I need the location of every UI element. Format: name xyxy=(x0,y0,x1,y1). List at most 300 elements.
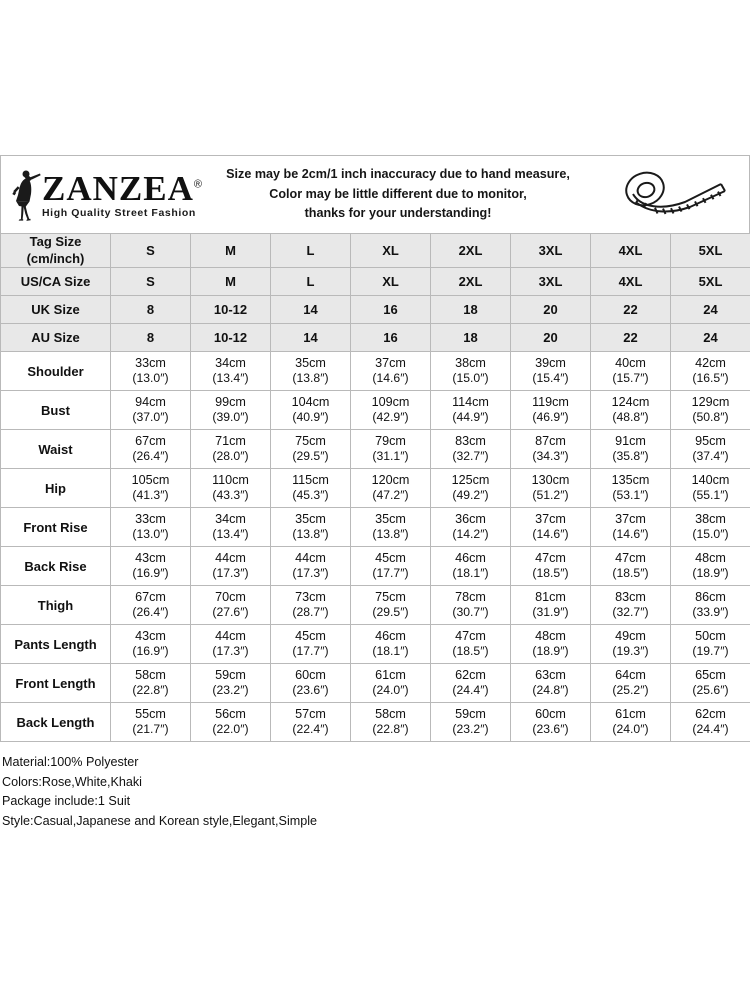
size-table xyxy=(0,233,750,742)
cell-inch: (51.2″) xyxy=(532,488,569,503)
cell-inch: (16.9″) xyxy=(132,644,169,659)
table-row xyxy=(1,391,750,430)
cell-cm: 79cm xyxy=(375,434,406,449)
cell xyxy=(591,625,671,664)
registered-mark: ® xyxy=(193,177,203,190)
cell-cm: 44cm xyxy=(295,551,326,566)
cell xyxy=(351,391,431,430)
cell-cm: 45cm xyxy=(295,629,326,644)
cell-inch: (28.0″) xyxy=(212,449,249,464)
cell-inch: (24.4″) xyxy=(452,683,489,698)
cell-cm: 58cm xyxy=(375,707,406,722)
cell-inch: (35.8″) xyxy=(612,449,649,464)
cell-inch: (34.3″) xyxy=(532,449,569,464)
cell xyxy=(191,625,271,664)
cell-inch: (24.4″) xyxy=(692,722,729,737)
table-row xyxy=(1,324,750,352)
cell-inch: (55.1″) xyxy=(692,488,729,503)
brand-name-text: ZANZEA xyxy=(42,168,194,208)
brand-name xyxy=(42,168,203,208)
cell-inch: (48.8″) xyxy=(612,410,649,425)
cell-inch: (47.2″) xyxy=(372,488,409,503)
cell-cm: 46cm xyxy=(375,629,406,644)
cell-inch: (15.4″) xyxy=(532,371,569,386)
cell-inch: (44.9″) xyxy=(452,410,489,425)
cell-cm: 33cm xyxy=(135,512,166,527)
detail-material: Material:100% Polyester xyxy=(2,755,139,769)
cell-cm: 114cm xyxy=(452,395,489,410)
cell xyxy=(111,586,191,625)
cell-cm: 37cm xyxy=(375,356,406,371)
cell-cm: 44cm xyxy=(215,629,246,644)
table-row xyxy=(1,664,750,703)
cell-inch: (40.9″) xyxy=(292,410,329,425)
cell-cm: 110cm xyxy=(212,473,249,488)
cell: S xyxy=(111,268,191,296)
cell xyxy=(431,508,511,547)
cell-cm: 64cm xyxy=(615,668,646,683)
table-row xyxy=(1,469,750,508)
cell-inch: (53.1″) xyxy=(612,488,649,503)
row-label-uk-size: UK Size xyxy=(1,296,111,324)
cell-inch: (18.9″) xyxy=(692,566,729,581)
cell-inch: (42.9″) xyxy=(372,410,409,425)
cell-cm: 70cm xyxy=(215,590,246,605)
row-label-back-length: Back Length xyxy=(1,703,111,742)
cell xyxy=(191,508,271,547)
cell: 14 xyxy=(271,296,351,324)
cell-inch: (17.3″) xyxy=(212,566,249,581)
cell: 18 xyxy=(431,296,511,324)
cell-cm: 83cm xyxy=(615,590,646,605)
cell xyxy=(351,469,431,508)
cell xyxy=(111,664,191,703)
cell xyxy=(191,547,271,586)
cell-inch: (32.7″) xyxy=(452,449,489,464)
detail-style: Style:Casual,Japanese and Korean style,Elegant,Simple xyxy=(2,813,318,828)
cell-inch: (27.6″) xyxy=(212,605,249,620)
cell-cm: 57cm xyxy=(295,707,326,722)
cell xyxy=(271,625,351,664)
cell xyxy=(591,664,671,703)
cell-inch: (31.9″) xyxy=(532,605,569,620)
cell-inch: (15.0″) xyxy=(452,371,489,386)
cell-inch: (13.4″) xyxy=(212,527,249,542)
measurement-notice xyxy=(197,165,599,225)
cell-inch: (14.6″) xyxy=(532,527,569,542)
cell-inch: (14.2″) xyxy=(452,527,489,542)
cell-inch: (19.3″) xyxy=(612,644,649,659)
cell-cm: 61cm xyxy=(375,668,406,683)
cell xyxy=(351,508,431,547)
cell-inch: (49.2″) xyxy=(452,488,489,503)
cell-cm: 125cm xyxy=(451,473,490,488)
cell-cm: 78cm xyxy=(455,590,486,605)
cell-cm: 37cm xyxy=(615,512,646,527)
cell xyxy=(111,391,191,430)
cell-inch: (22.0″) xyxy=(212,722,249,737)
cell xyxy=(671,352,750,391)
cell-cm: 75cm xyxy=(375,590,406,605)
cell xyxy=(511,391,591,430)
detail-colors: Colors:Rose,White,Khaki xyxy=(2,774,142,789)
cell xyxy=(271,469,351,508)
cell-inch: (33.9″) xyxy=(692,605,729,620)
cell xyxy=(511,547,591,586)
cell-cm: 43cm xyxy=(135,629,166,644)
cell-cm: 48cm xyxy=(695,551,726,566)
cell-inch: (19.7″) xyxy=(692,644,729,659)
cell-inch: (22.8″) xyxy=(372,722,409,737)
cell xyxy=(511,430,591,469)
cell-inch: (21.7″) xyxy=(132,722,169,737)
cell xyxy=(271,508,351,547)
brand-tagline: High Quality Street Fashion xyxy=(42,206,196,219)
cell-cm: 35cm xyxy=(375,512,406,527)
cell: 4XL xyxy=(591,268,671,296)
cell-cm: 67cm xyxy=(135,434,166,449)
cell-cm: 73cm xyxy=(295,590,326,605)
cell-inch: (13.0″) xyxy=(132,527,169,542)
cell-inch: (24.8″) xyxy=(532,683,569,698)
row-label-front-length: Front Length xyxy=(1,664,111,703)
cell-inch: (39.0″) xyxy=(212,410,249,425)
cell xyxy=(271,430,351,469)
cell-cm: 129cm xyxy=(691,395,730,410)
cell xyxy=(111,469,191,508)
cell-cm: 104cm xyxy=(291,395,330,410)
cell-cm: 58cm xyxy=(135,668,166,683)
cell-inch: (13.8″) xyxy=(292,371,329,386)
cell xyxy=(111,703,191,742)
cell-cm: 83cm xyxy=(455,434,486,449)
cell: 20 xyxy=(511,296,591,324)
cell xyxy=(431,469,511,508)
cell-cm: 109cm xyxy=(371,395,410,410)
cell-inch: (18.5″) xyxy=(612,566,649,581)
cell-inch: (37.0″) xyxy=(132,410,169,425)
brand-wordmark xyxy=(42,168,203,219)
cell: 10-12 xyxy=(191,324,271,352)
cell xyxy=(671,430,750,469)
cell xyxy=(351,352,431,391)
cell-inch: (29.5″) xyxy=(292,449,329,464)
cell: 20 xyxy=(511,324,591,352)
cell xyxy=(431,703,511,742)
chart-header xyxy=(0,155,750,233)
cell-cm: 37cm xyxy=(535,512,566,527)
cell: 22 xyxy=(591,324,671,352)
cell-inch: (45.3″) xyxy=(292,488,329,503)
cell-inch: (26.4″) xyxy=(132,605,169,620)
cell xyxy=(191,352,271,391)
cell-inch: (31.1″) xyxy=(372,449,409,464)
detail-package: Package include:1 Suit xyxy=(2,794,131,809)
cell: 4XL xyxy=(591,234,671,268)
table-row xyxy=(1,586,750,625)
cell xyxy=(671,664,750,703)
cell-inch: (17.7″) xyxy=(292,644,329,659)
cell-inch: (22.8″) xyxy=(132,683,169,698)
cell xyxy=(671,547,750,586)
cell: 8 xyxy=(111,296,191,324)
cell-inch: (16.5″) xyxy=(692,371,729,386)
cell xyxy=(431,586,511,625)
cell-cm: 44cm xyxy=(215,551,246,566)
cell-inch: (25.6″) xyxy=(692,683,729,698)
cell-cm: 60cm xyxy=(295,668,326,683)
product-details xyxy=(0,742,750,831)
cell-cm: 99cm xyxy=(215,395,246,410)
cell-inch: (17.3″) xyxy=(212,644,249,659)
cell-inch: (13.8″) xyxy=(372,527,409,542)
table-row xyxy=(1,703,750,742)
cell: 2XL xyxy=(431,234,511,268)
tape-illustration xyxy=(599,166,749,224)
table-row xyxy=(1,508,750,547)
row-label-back-rise: Back Rise xyxy=(1,547,111,586)
cell-inch: (15.0″) xyxy=(692,527,729,542)
cell-cm: 140cm xyxy=(691,473,730,488)
cell-inch: (24.0″) xyxy=(372,683,409,698)
table-row xyxy=(1,268,750,296)
cell-inch: (14.6″) xyxy=(612,527,649,542)
row-label-shoulder: Shoulder xyxy=(1,352,111,391)
cell: 5XL xyxy=(671,234,750,268)
cell: 2XL xyxy=(431,268,511,296)
cell: 18 xyxy=(431,324,511,352)
cell: 10-12 xyxy=(191,296,271,324)
cell xyxy=(111,352,191,391)
row-label-pants-length: Pants Length xyxy=(1,625,111,664)
cell-inch: (41.3″) xyxy=(132,488,169,503)
measuring-tape-icon xyxy=(615,166,733,224)
cell-inch: (37.4″) xyxy=(692,449,729,464)
cell xyxy=(271,391,351,430)
cell xyxy=(671,391,750,430)
cell xyxy=(351,625,431,664)
cell xyxy=(671,625,750,664)
cell-cm: 59cm xyxy=(455,707,486,722)
row-label-tag-size xyxy=(1,234,111,268)
cell xyxy=(511,625,591,664)
cell xyxy=(191,664,271,703)
cell: 14 xyxy=(271,324,351,352)
cell-cm: 71cm xyxy=(215,434,246,449)
cell xyxy=(271,664,351,703)
row-label-line-2: (cm/inch) xyxy=(26,250,85,266)
table-row xyxy=(1,234,750,268)
row-label-bust: Bust xyxy=(1,391,111,430)
cell-cm: 87cm xyxy=(535,434,566,449)
row-label-line-1: Tag Size xyxy=(29,234,82,250)
cell xyxy=(271,352,351,391)
table-row xyxy=(1,547,750,586)
cell xyxy=(591,469,671,508)
cell-cm: 124cm xyxy=(611,395,650,410)
cell-cm: 38cm xyxy=(695,512,726,527)
cell-cm: 62cm xyxy=(455,668,486,683)
cell: S xyxy=(111,234,191,268)
cell xyxy=(191,703,271,742)
cell-cm: 95cm xyxy=(695,434,726,449)
cell-inch: (13.4″) xyxy=(212,371,249,386)
cell-cm: 42cm xyxy=(695,356,726,371)
row-label-au-size: AU Size xyxy=(1,324,111,352)
cell-cm: 35cm xyxy=(295,512,326,527)
table-row xyxy=(1,296,750,324)
cell-cm: 47cm xyxy=(615,551,646,566)
table-row xyxy=(1,625,750,664)
cell xyxy=(671,469,750,508)
cell xyxy=(591,547,671,586)
notice-line-2: Color may be little different due to monitor, xyxy=(269,186,527,201)
cell-inch: (18.5″) xyxy=(452,644,489,659)
cell-inch: (29.5″) xyxy=(372,605,409,620)
cell: 22 xyxy=(591,296,671,324)
cell-cm: 63cm xyxy=(535,668,566,683)
cell: M xyxy=(191,234,271,268)
cell-inch: (32.7″) xyxy=(612,605,649,620)
cell-inch: (18.9″) xyxy=(532,644,569,659)
cell: 24 xyxy=(671,324,750,352)
cell xyxy=(431,352,511,391)
cell-cm: 59cm xyxy=(215,668,246,683)
cell-inch: (30.7″) xyxy=(452,605,489,620)
cell xyxy=(271,586,351,625)
cell xyxy=(191,586,271,625)
cell-cm: 60cm xyxy=(535,707,566,722)
cell-cm: 119cm xyxy=(532,395,569,410)
cell xyxy=(271,703,351,742)
cell-inch: (18.1″) xyxy=(452,566,489,581)
cell xyxy=(111,547,191,586)
brand-logo xyxy=(1,167,203,223)
cell xyxy=(111,625,191,664)
cell-cm: 49cm xyxy=(615,629,646,644)
row-label-thigh: Thigh xyxy=(1,586,111,625)
size-table-body xyxy=(1,234,750,742)
cell: 8 xyxy=(111,324,191,352)
cell-inch: (16.9″) xyxy=(132,566,169,581)
cell-inch: (22.4″) xyxy=(292,722,329,737)
cell-inch: (23.2″) xyxy=(212,683,249,698)
cell xyxy=(591,703,671,742)
cell xyxy=(591,586,671,625)
cell: L xyxy=(271,268,351,296)
cell: L xyxy=(271,234,351,268)
cell xyxy=(671,586,750,625)
cell-cm: 36cm xyxy=(455,512,486,527)
cell-inch: (18.1″) xyxy=(372,644,409,659)
cell-cm: 47cm xyxy=(455,629,486,644)
cell-cm: 62cm xyxy=(695,707,726,722)
cell-cm: 50cm xyxy=(695,629,726,644)
cell xyxy=(431,664,511,703)
cell xyxy=(511,469,591,508)
cell-inch: (13.8″) xyxy=(292,527,329,542)
cell-inch: (17.3″) xyxy=(292,566,329,581)
cell-cm: 56cm xyxy=(215,707,246,722)
cell xyxy=(191,469,271,508)
cell: 3XL xyxy=(511,268,591,296)
size-chart-sheet xyxy=(0,155,750,831)
cell-cm: 130cm xyxy=(531,473,570,488)
row-label-hip: Hip xyxy=(1,469,111,508)
cell-cm: 115cm xyxy=(292,473,329,488)
cell xyxy=(191,391,271,430)
cell: XL xyxy=(351,234,431,268)
cell-cm: 135cm xyxy=(611,473,650,488)
cell-cm: 34cm xyxy=(215,356,246,371)
cell-cm: 35cm xyxy=(295,356,326,371)
cell-cm: 120cm xyxy=(371,473,410,488)
cell xyxy=(351,586,431,625)
cell-cm: 55cm xyxy=(135,707,166,722)
cell-inch: (50.8″) xyxy=(692,410,729,425)
cell: 16 xyxy=(351,296,431,324)
cell-cm: 65cm xyxy=(695,668,726,683)
cell-cm: 91cm xyxy=(615,434,646,449)
cell xyxy=(431,547,511,586)
cell-inch: (25.2″) xyxy=(612,683,649,698)
table-row xyxy=(1,430,750,469)
cell-inch: (15.7″) xyxy=(612,371,649,386)
cell-cm: 34cm xyxy=(215,512,246,527)
cell-inch: (23.6″) xyxy=(292,683,329,698)
cell xyxy=(351,547,431,586)
cell-inch: (13.0″) xyxy=(132,371,169,386)
cell-inch: (23.6″) xyxy=(532,722,569,737)
cell-cm: 40cm xyxy=(615,356,646,371)
table-row xyxy=(1,352,750,391)
cell-inch: (28.7″) xyxy=(292,605,329,620)
cell xyxy=(591,391,671,430)
cell-inch: (24.0″) xyxy=(612,722,649,737)
cell-inch: (43.3″) xyxy=(212,488,249,503)
cell xyxy=(511,664,591,703)
cell xyxy=(591,508,671,547)
row-label-waist: Waist xyxy=(1,430,111,469)
cell-inch: (23.2″) xyxy=(452,722,489,737)
cell-cm: 75cm xyxy=(295,434,326,449)
cell-cm: 43cm xyxy=(135,551,166,566)
cell-cm: 46cm xyxy=(455,551,486,566)
row-label-us-ca-size: US/CA Size xyxy=(1,268,111,296)
cell xyxy=(511,586,591,625)
row-label-front-rise: Front Rise xyxy=(1,508,111,547)
cell xyxy=(111,508,191,547)
cell-inch: (17.7″) xyxy=(372,566,409,581)
cell xyxy=(431,625,511,664)
cell xyxy=(191,430,271,469)
cell xyxy=(271,547,351,586)
cell-cm: 81cm xyxy=(535,590,566,605)
cell: M xyxy=(191,268,271,296)
cell: XL xyxy=(351,268,431,296)
cell xyxy=(671,508,750,547)
cell xyxy=(511,508,591,547)
cell xyxy=(351,664,431,703)
cell-cm: 48cm xyxy=(535,629,566,644)
cell xyxy=(111,430,191,469)
cell: 3XL xyxy=(511,234,591,268)
cell-inch: (14.6″) xyxy=(372,371,409,386)
cell-cm: 33cm xyxy=(135,356,166,371)
cell xyxy=(351,703,431,742)
cell xyxy=(511,703,591,742)
cell: 16 xyxy=(351,324,431,352)
